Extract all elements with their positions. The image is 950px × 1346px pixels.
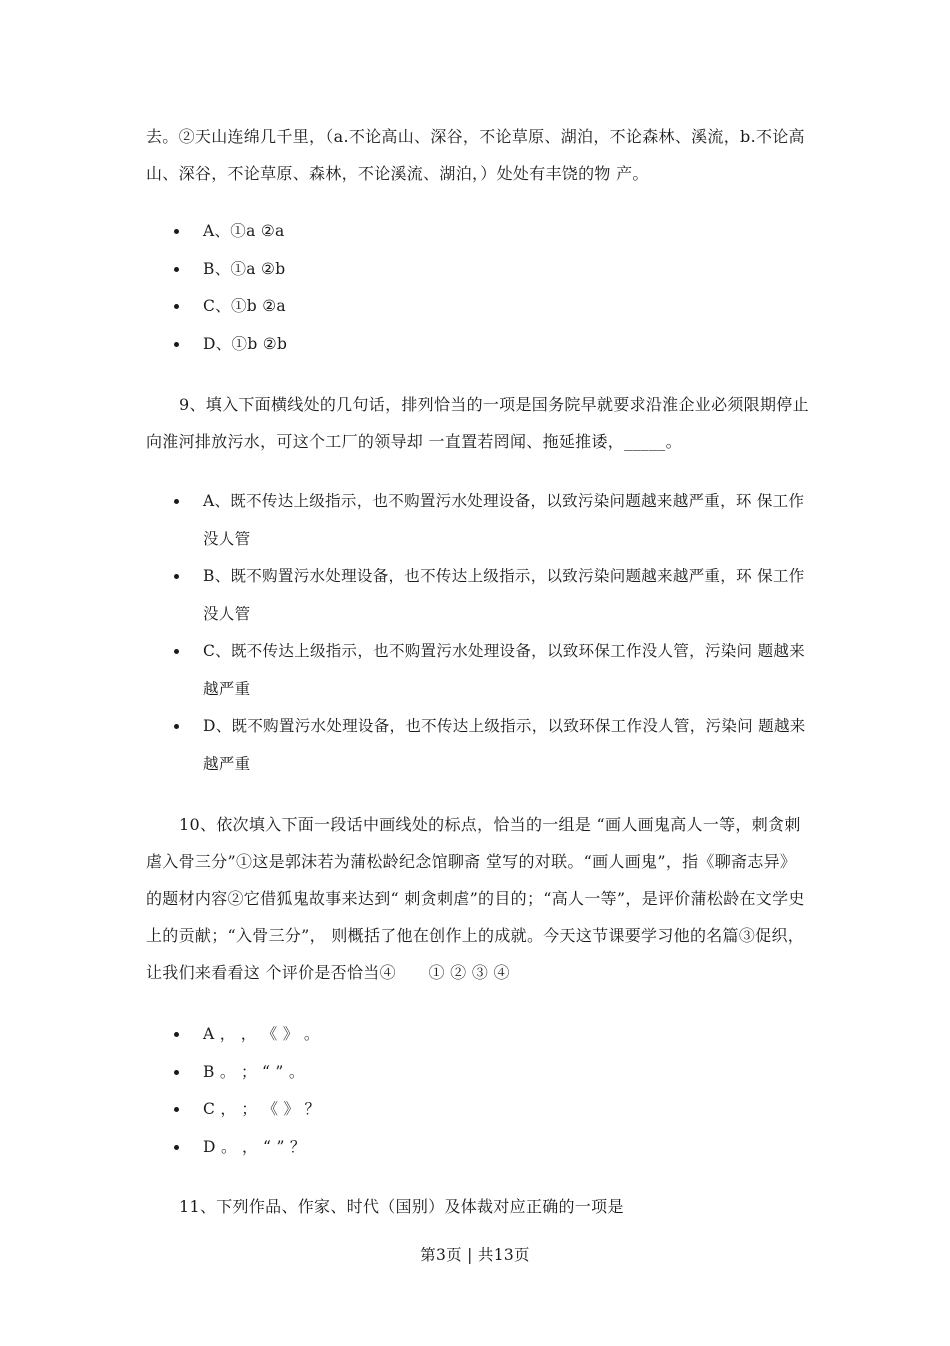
question-10-options bbox=[146, 1016, 811, 1166]
option-c: C、既不传达上级指示，也不购置污水处理设备，以致环保工作没人管，污染问 题越来越严重 bbox=[146, 633, 811, 708]
question-8-tail: 去。②天山连绵几千里，（a.不论高山、深谷，不论草原、湖泊，不论森林、溪流，b.不论高山、深谷，不论草原、森林，不论溪流、湖泊，）处处有丰饶的物 产。 bbox=[146, 127, 805, 183]
question-9-options bbox=[146, 483, 811, 783]
option-d: D 。 ， “ ” ？ bbox=[146, 1129, 811, 1167]
option-a: A、既不传达上级指示，也不购置污水处理设备，以致污染问题越来越严重，环 保工作没人管 bbox=[146, 483, 811, 558]
question-8-options bbox=[146, 213, 811, 363]
option-b: B、①a ②b bbox=[146, 251, 811, 289]
option-a: A ， ， 《 》 。 bbox=[146, 1016, 811, 1054]
option-a: A、①a ②a bbox=[146, 213, 811, 251]
question-10-stem: 10、依次填入下面一段话中画线处的标点，恰当的一组是 “画人画鬼高人一等，刺贪刺虐入骨三分”①这是郭沫若为蒲松龄纪念馆聊斋 堂写的对联。“画人画鬼”，指《聊斋志异》的题材内容②它借狐鬼故事来达到“ 刺贪刺虐”的目的；“高人一等”，是评价蒲松龄在文学史上的贡献；“入骨三分”， 则概括了他在创作上的成就。今天这节课要学习他的名篇③促织，让我们来看看这 个评价是否恰当④ ① ② ③ ④ bbox=[146, 815, 805, 982]
option-b: B、既不购置污水处理设备，也不传达上级指示，以致污染问题越来越严重，环 保工作没人管 bbox=[146, 558, 811, 633]
question-9-stem: 9、填入下面横线处的几句话，排列恰当的一项是国务院早就要求沿淮企业必须限期停止向淮河排放污水，可这个工厂的领导却 一直置若罔闻、拖延推诿，_____。 bbox=[146, 395, 809, 451]
option-d: D、①b ②b bbox=[146, 326, 811, 364]
option-d: D、既不购置污水处理设备，也不传达上级指示，以致环保工作没人管，污染问 题越来越严重 bbox=[146, 708, 811, 783]
option-c: C ， ； 《 》 ？ bbox=[146, 1091, 811, 1129]
option-c: C、①b ②a bbox=[146, 288, 811, 326]
question-11-stem: 11、下列作品、作家、时代（国别）及体裁对应正确的一项是 bbox=[179, 1197, 624, 1216]
page-footer: 第3页 | 共13页 bbox=[420, 1246, 530, 1264]
option-b: B 。 ； “ ” 。 bbox=[146, 1054, 811, 1092]
